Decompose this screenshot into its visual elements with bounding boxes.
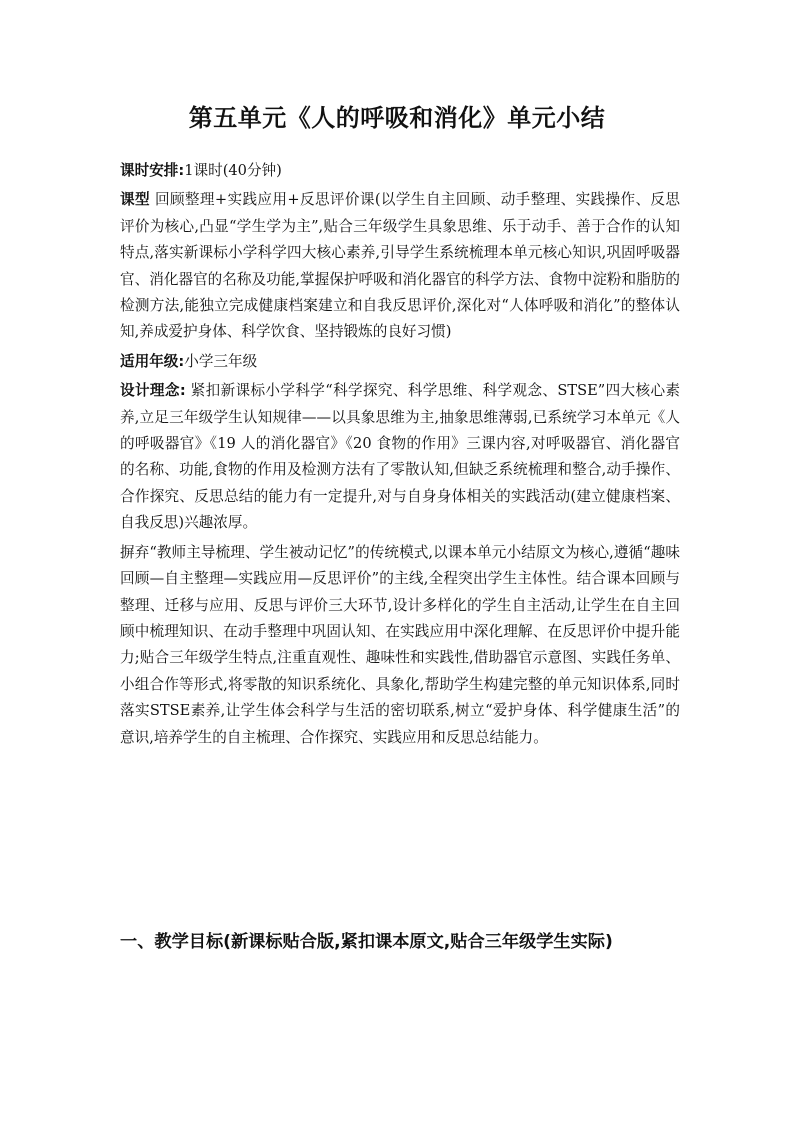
document-title: 第五单元《人的呼吸和消化》单元小结: [188, 104, 606, 132]
body-paragraph: 摒弃“教师主导梳理、学生被动记忆”的传统模式,以课本单元小结原文为核心,遵循“趣味回顾—自主整理—实践应用—反思评价”的主线,全程突出学生主体性。结合课本回顾与整理、迁移与应用、反思与评价三大环节,设计多样化的学生自主活动,让学生在自主回顾中梳理知识、在动手整理中巩固认知、在实践应用中深化理解、在反思评价中提升能力;贴合三年级学生特点,注重直观性、趣味性和实践性,借助器官示意图、实践任务单、小组合作等形式,将零散的知识系统化、具象化,帮助学生构建完整的单元知识体系,同时落实STSE素养,让学生体会科学与生活的密切联系,树立“爱护身体、科学健康生活”的意识,培养学生的自主梳理、合作探究、实践应用和反思总结能力。: [120, 543, 680, 746]
design-concept-label: 设计理念:: [120, 382, 186, 400]
document-body: [120, 158, 680, 754]
schedule-paragraph: [120, 158, 680, 184]
lesson-type-value: 回顾整理+实践应用+反思评价课(以学生自主回顾、动手整理、实践操作、反思评价为核心,凸显“学生学为主”,贴合三年级学生具象思维、乐于动手、善于合作的认知特点,落实新课标小学科学四大核心素养,引导学生系统梳理本单元核心知识,巩固呼吸器官、消化器官的名称及功能,掌握保护呼吸和消化器官的科学方法、食物中淀粉和脂肪的检测方法,能独立完成健康档案建立和自我反思评价,深化对“人体呼吸和消化”的整体认知,养成爱护身体、科学饮食、坚持锻炼的良好习惯): [120, 191, 680, 341]
design-concept-paragraph: [120, 378, 680, 536]
grade-value: 小学三年级: [184, 352, 258, 370]
lesson-type-paragraph: [120, 187, 680, 345]
design-concept-value: 紧扣新课标小学科学“科学探究、科学思维、科学观念、STSE”四大核心素养,立足三年级学生认知规律——以具象思维为主,抽象思维薄弱,已系统学习本单元《人的呼吸器官》《19 人的消化器官》《20 食物的作用》三课内容,对呼吸器官、消化器官的名称、功能,食物的作用及检测方法有了零散认知,但缺乏系统梳理和整合,动手操作、合作探究、反思总结的能力有一定提升,对与自身身体相关的实践活动(建立健康档案、自我反思)兴趣浓厚。: [120, 382, 680, 532]
grade-paragraph: [120, 349, 680, 375]
schedule-label: 课时安排:: [120, 162, 185, 179]
lesson-type-label: 课型: [120, 191, 150, 209]
section-heading: 一、教学目标(新课标贴合版,紧扣课本原文,贴合三年级学生实际): [120, 932, 613, 952]
grade-label: 适用年级:: [120, 352, 185, 370]
schedule-value: 1课时(40分钟): [184, 162, 282, 179]
